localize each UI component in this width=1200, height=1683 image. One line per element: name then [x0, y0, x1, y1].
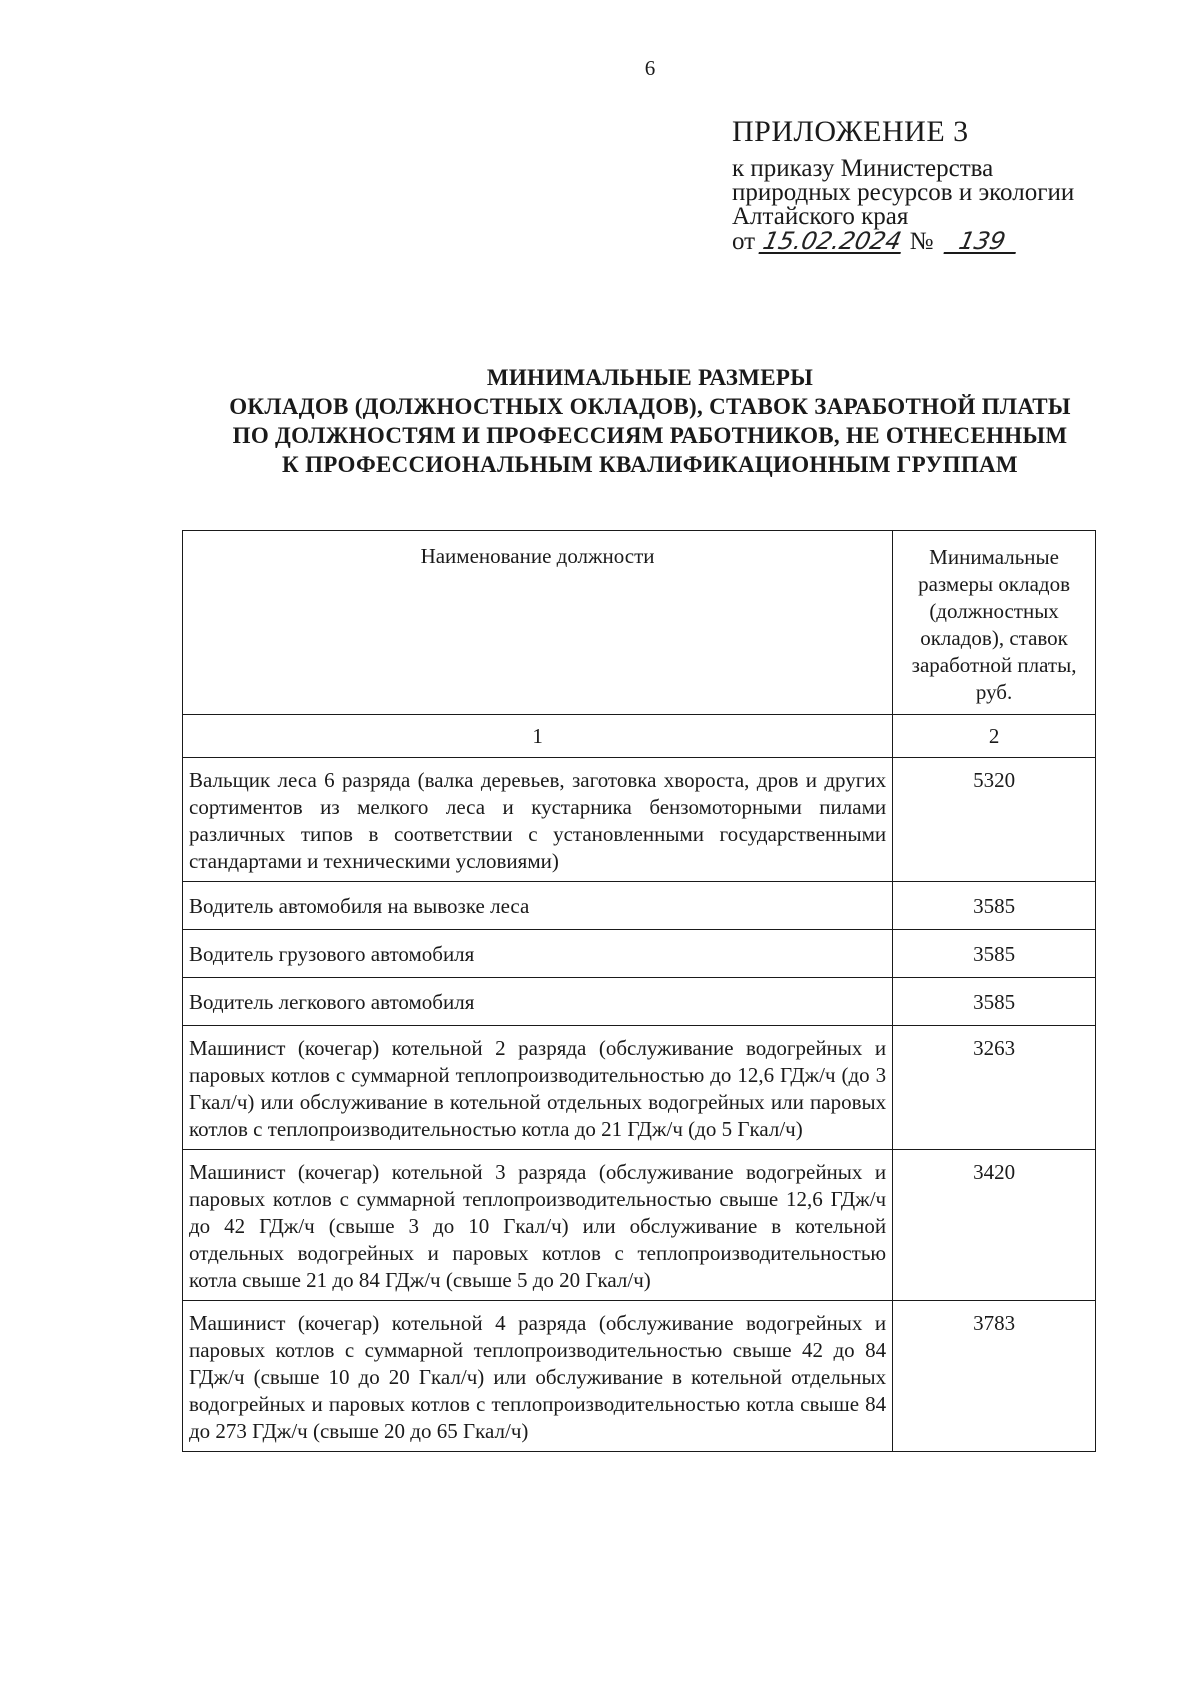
column-number-1: 1 — [183, 715, 893, 758]
column-number-2: 2 — [893, 715, 1096, 758]
position-name: Машинист (кочегар) котельной 3 разряда (обслуживание водогрейных и паровых котлов с суммарной теплопроизводительностью свыше 12,6 ГДж/ч до 42 ГДж/ч (свыше 3 до 10 Гкал/ч) или обслуживание в котельной отдельных водогрейных и паровых котлов с теплопроизводительностью котла свыше 21 до 84 ГДж/ч (свыше 5 до 20 Гкал/ч) — [183, 1150, 893, 1301]
table-row — [183, 758, 1096, 882]
table-header-row — [183, 531, 1096, 715]
header-min-salary: Минимальные размеры окладов (должностных окладов), ставок заработной платы, руб. — [893, 531, 1096, 715]
number-prefix: № — [909, 228, 934, 255]
heading-line: ОКЛАДОВ (ДОЛЖНОСТНЫХ ОКЛАДОВ), СТАВОК ЗАРАБОТНОЙ ПЛАТЫ — [229, 394, 1071, 419]
appendix-line: природных ресурсов и экологии — [732, 179, 1075, 206]
position-salary: 3585 — [893, 978, 1096, 1026]
position-salary: 5320 — [893, 758, 1096, 882]
appendix-line: Алтайского края — [732, 203, 909, 230]
position-name: Машинист (кочегар) котельной 2 разряда (обслуживание водогрейных и паровых котлов с суммарной теплопроизводительностью до 12,6 ГДж/ч (до 3 Гкал/ч) или обслуживание в котельной отдельных водогрейных или паровых котлов с теплопроизводительностью котла до 21 ГДж/ч (до 5 Гкал/ч) — [183, 1026, 893, 1150]
position-salary: 3585 — [893, 930, 1096, 978]
document-heading — [150, 363, 1150, 479]
position-name: Водитель легкового автомобиля — [183, 978, 893, 1026]
appendix-line: к приказу Министерства — [732, 155, 994, 182]
table-column-numbers-row — [183, 715, 1096, 758]
position-name: Водитель грузового автомобиля — [183, 930, 893, 978]
table-row — [183, 978, 1096, 1026]
table-row — [183, 1026, 1096, 1150]
heading-line: МИНИМАЛЬНЫЕ РАЗМЕРЫ — [486, 365, 814, 390]
appendix-title: ПРИЛОЖЕНИЕ 3 — [732, 115, 969, 148]
position-salary: 3783 — [893, 1301, 1096, 1452]
handwritten-number: 139 — [943, 230, 1020, 254]
header-position-name: Наименование должности — [183, 531, 893, 715]
order-date-number — [732, 228, 1018, 256]
heading-line: ПО ДОЛЖНОСТЯМ И ПРОФЕССИЯМ РАБОТНИКОВ, НЕ ОТНЕСЕННЫМ — [232, 423, 1068, 448]
table-row — [183, 1150, 1096, 1301]
position-salary: 3263 — [893, 1026, 1096, 1150]
table-row — [183, 1301, 1096, 1452]
position-name: Вальщик леса 6 разряда (валка деревьев, заготовка хвороста, дров и других сортиментов из мелкого леса и кустарника бензомоторными пилами различных типов в соответствии с установленными государственными стандартами и техническими условиями) — [183, 758, 893, 882]
heading-line: К ПРОФЕССИОНАЛЬНЫМ КВАЛИФИКАЦИОННЫМ ГРУППАМ — [282, 452, 1018, 477]
handwritten-date: 15.02.2024 — [759, 230, 906, 254]
position-salary: 3420 — [893, 1150, 1096, 1301]
salary-table — [182, 530, 1096, 1452]
position-salary: 3585 — [893, 882, 1096, 930]
page-number: 6 — [644, 56, 656, 80]
date-prefix: от — [732, 228, 756, 255]
appendix-reference — [732, 157, 1074, 229]
table-row — [183, 930, 1096, 978]
table-row — [183, 882, 1096, 930]
position-name: Водитель автомобиля на вывозке леса — [183, 882, 893, 930]
position-name: Машинист (кочегар) котельной 4 разряда (обслуживание водогрейных и паровых котлов с суммарной теплопроизводительностью свыше 42 до 84 ГДж/ч (свыше 10 до 20 Гкал/ч) или обслуживание в котельной отдельных водогрейных и паровых котлов с теплопроизводительностью котла свыше 84 до 273 ГДж/ч (свыше 20 до 65 Гкал/ч) — [183, 1301, 893, 1452]
